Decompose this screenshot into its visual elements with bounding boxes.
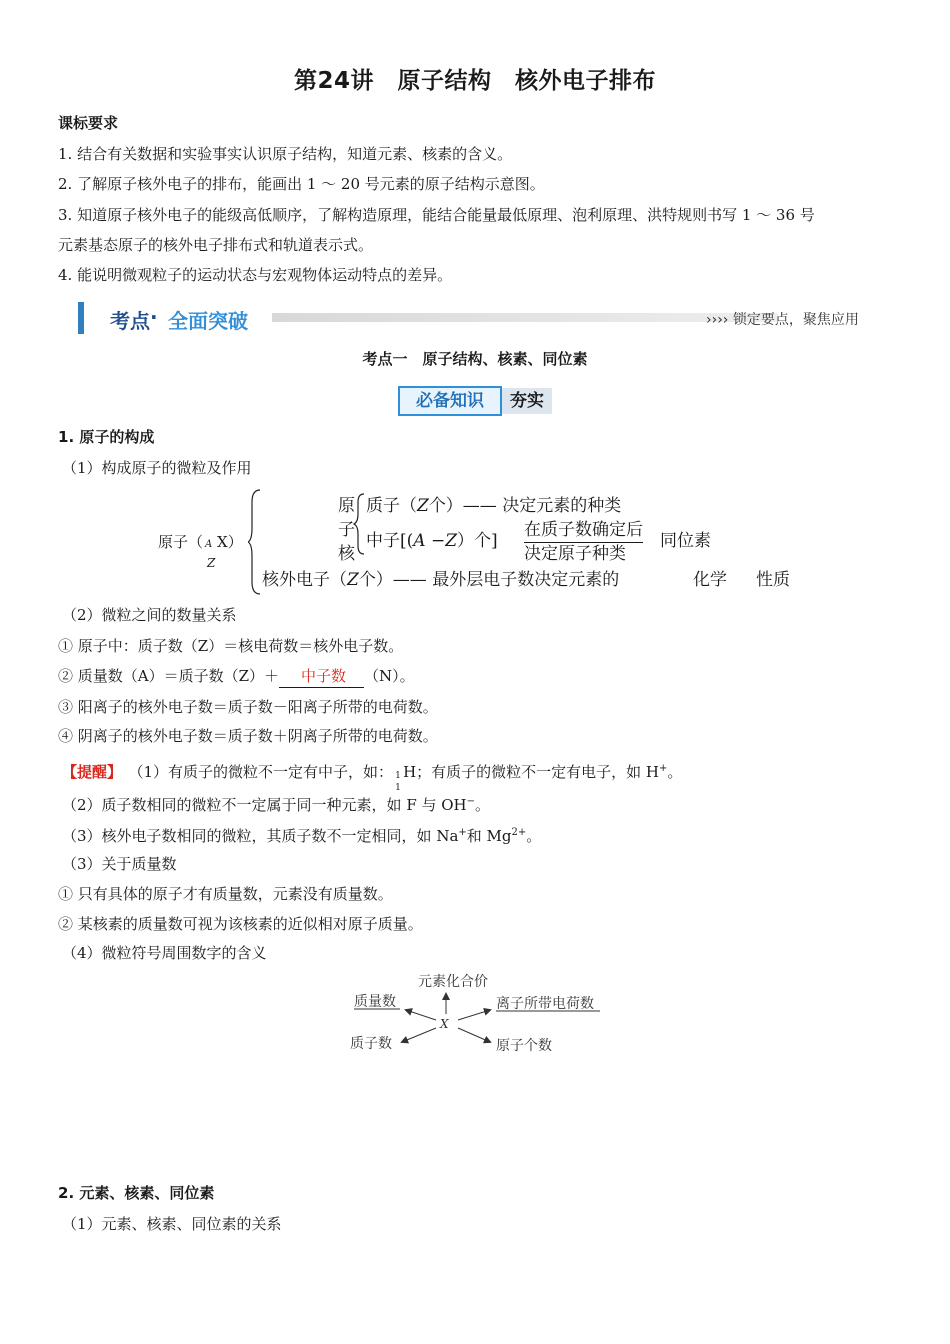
mass-1: ① 只有具体的原子才有质量数，元素没有质量数。: [58, 885, 393, 903]
struct-electron-label: 核外电子（: [262, 570, 347, 590]
struct-neutron-top-text: 在质子数确定后: [524, 518, 643, 543]
relation-2-b: （N）。: [364, 667, 415, 685]
remind-3-sup1: +: [458, 827, 467, 838]
part2-heading: [58, 1182, 214, 1204]
part1-heading: [58, 426, 154, 448]
diagram-ion-charge: 离子所带电荷数: [496, 996, 594, 1012]
relation-2: [58, 665, 415, 688]
requirements-heading: 课标要求: [58, 114, 119, 132]
struct-electron-tail: 个）—— 最外层电子数决定元素的: [358, 570, 620, 590]
struct-neutron-top: [524, 518, 643, 543]
struct-neutron-minus: −: [425, 531, 446, 551]
badge-right: 夯实: [502, 388, 552, 414]
relation-3: ③ 阳离子的核外电子数＝质子数－阳离子所带的电荷数。: [58, 698, 438, 716]
struct-neutron-bottom: 决定原子种类: [524, 544, 626, 564]
remind-3-sup2: 2+: [511, 827, 527, 838]
remind-3: [62, 822, 541, 847]
struct-electron-z: Z: [347, 570, 359, 590]
remind-2-a: （2）质子数相同的微粒不一定属于同一种元素，如 F 与 OH: [62, 796, 467, 814]
part1-sub1: （1）构成原子的微粒及作用: [62, 459, 252, 477]
section-title: 考点一 原子结构、核素、同位素: [362, 350, 588, 368]
remind-1-end: 。: [667, 763, 683, 781]
banner-dot: ·: [150, 305, 158, 329]
part1-sub4: （4）微粒符号周围数字的含义: [62, 944, 267, 962]
remind-1-h: H；有质子的微粒不一定有电子，如 H: [403, 763, 659, 781]
struct-prop: 性质: [756, 570, 790, 590]
struct-neutron-tail: ）个]: [457, 531, 498, 551]
part1-heading-num: 1: [58, 428, 69, 446]
diagram-atom-count: 原子个数: [496, 1038, 552, 1054]
requirement-item-3-cont: 元素基态原子的核外电子排布式和轨道表示式。: [58, 236, 374, 254]
relation-2-answer: 中子数: [279, 665, 364, 688]
remind-2: [62, 791, 490, 816]
relation-1: ① 原子中：质子数（Z）＝核电荷数＝核外电子数。: [58, 637, 404, 655]
remind-1: 【提醒】 （1）有质子的微粒不一定有中子，如： 1 1 H；有质子的微粒不一定有电子，如 H+。: [62, 763, 683, 793]
remind-2-end: 。: [475, 796, 491, 814]
symbol-diagram: [340, 966, 620, 1060]
banner-bar: [268, 313, 778, 322]
diagram-valence: 元素化合价: [418, 974, 488, 990]
struct-atom-x: X）: [217, 533, 243, 551]
struct-proton-tail: 个）—— 决定元素的种类: [428, 496, 622, 516]
struct-atom-z: Z: [207, 556, 216, 570]
struct-atom: [158, 530, 243, 570]
part1-sub2: （2）微粒之间的数量关系: [62, 606, 237, 624]
remind-1-a: （1）有质子的微粒不一定有中子，如：: [136, 763, 394, 781]
struct-neutron-z: Z: [445, 531, 458, 551]
struct-neutron-label: 中子[(: [366, 531, 414, 551]
remind-tag: 【提醒】: [62, 763, 123, 781]
struct-nucleus-1: 原: [338, 496, 355, 516]
part1-sub3: （3）关于质量数: [62, 855, 177, 873]
requirement-item-4: 4. 能说明微观粒子的运动状态与宏观物体运动特点的差异。: [58, 266, 453, 284]
struct-atom-label: 原子（: [158, 533, 204, 551]
remind-1-sup: +: [659, 763, 668, 774]
struct-isotope: 同位素: [660, 531, 711, 551]
struct-nucleus-3: 核: [338, 544, 355, 564]
struct-atom-a: A: [205, 539, 213, 550]
banner-label-b: 全面突破: [168, 309, 248, 333]
struct-nucleus-2: 子: [338, 520, 355, 540]
relation-2-a: ② 质量数（A）＝质子数（Z）＋: [58, 667, 280, 685]
struct-neutron-a: A: [413, 531, 426, 551]
page-title: 第24讲 原子结构 核外电子排布: [293, 68, 656, 94]
struct-neutron: [366, 529, 498, 553]
part2-heading-text: . 元素、核素、同位素: [68, 1184, 215, 1202]
section-banner: [78, 302, 878, 334]
remind-3-mid: 和 Mg: [466, 827, 512, 845]
mass-2: ② 某核素的质量数可视为该核素的近似相对原子质量。: [58, 915, 423, 933]
struct-proton: [366, 494, 621, 518]
diagram-proton-number: 质子数: [350, 1036, 392, 1052]
remind-3-a: （3）核外电子数相同的微粒，其质子数不一定相同，如 Na: [62, 827, 459, 845]
requirement-item-2: 2. 了解原子核外电子的排布，能画出 1 ～ 20 号元素的原子结构示意图。: [58, 175, 545, 193]
part2-sub1: （1）元素、核素、同位素的关系: [62, 1215, 282, 1233]
requirement-item-3: 3. 知道原子核外电子的能级高低顺序，了解构造原理，能结合能量最低原理、泡利原理、洪特规则书写 1 ～ 36 号: [58, 206, 815, 224]
banner-label-a: 考点: [110, 309, 150, 333]
struct-proton-label: 质子（: [366, 496, 417, 516]
badge-left: 必备知识: [398, 386, 502, 416]
banner-tab: [78, 302, 272, 334]
part1-heading-text: . 原子的构成: [68, 428, 155, 446]
remind-3-end: 。: [526, 827, 542, 845]
relation-4: ④ 阴离子的核外电子数＝质子数＋阴离子所带的电荷数。: [58, 727, 438, 745]
struct-proton-z: Z: [417, 496, 429, 516]
requirement-item-1: 1. 结合有关数据和实验事实认识原子结构，知道元素、核素的含义。: [58, 145, 513, 163]
diagram-mass-number: 质量数: [354, 994, 396, 1010]
struct-electron: [262, 568, 619, 592]
banner-right-text: ›››› 锁定要点，聚焦应用: [706, 312, 859, 328]
part2-heading-num: 2: [58, 1184, 69, 1202]
remind-2-sup: −: [466, 796, 476, 807]
struct-chem: 化学: [693, 570, 727, 590]
diagram-center: X: [440, 1017, 449, 1031]
